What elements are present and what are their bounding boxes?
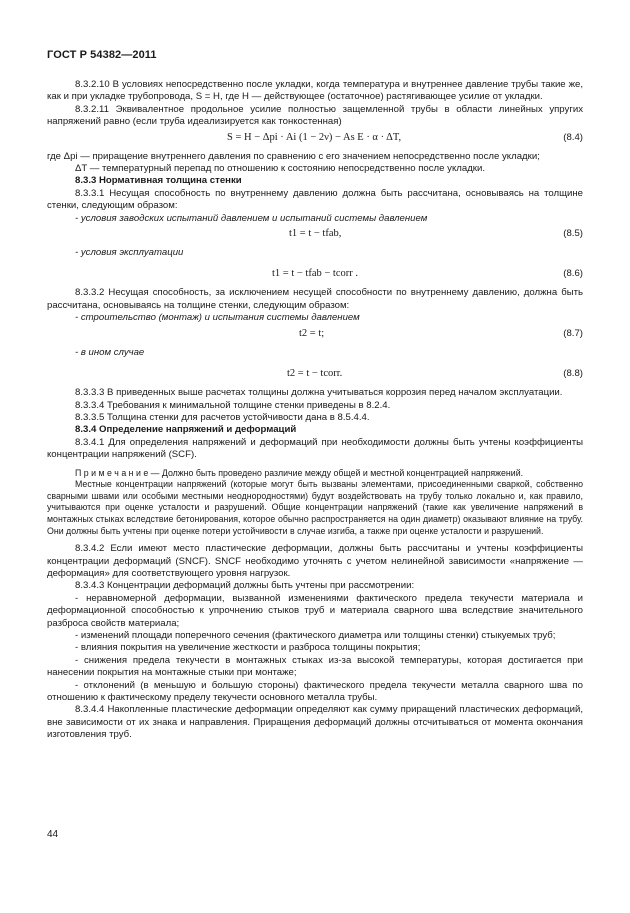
formula-expression: S = H − Δpi · Ai (1 − 2ν) − As E · α · ΔT, xyxy=(227,131,402,143)
note-heading: П р и м е ч а н и е — Должно быть проведено различие между общей и местной концентрацией напряжений. xyxy=(75,467,524,478)
case-operation: - условия эксплуатации xyxy=(75,247,184,259)
formula-number: (8.8) xyxy=(563,368,583,380)
paragraph-8-3-2-11: 8.3.2.11 Эквивалентное продольное усилие полностью защемленной трубы в области линейных упругих напряжений равно (если труба идеализируется как тонкостенная) xyxy=(47,103,583,128)
case-construction: - строительство (монтаж) и испытания системы давлением xyxy=(75,312,360,324)
paragraph-where-dt: ΔT — температурный перепад по отношению к состоянию непосредственно после укладки. xyxy=(75,163,486,175)
formula-expression: t2 = t − tcorr. xyxy=(287,368,343,380)
formula-expression: t1 = t − tfab − tcorr . xyxy=(272,268,358,280)
list-item: - снижения предела текучести в монтажных стыках из-за высокой температуры, которая достигается при нанесении покрытия на монтажные стыки при монтаже; xyxy=(47,654,583,679)
document-body xyxy=(47,79,583,742)
formula-number: (8.6) xyxy=(563,268,583,280)
case-factory-tests: - условия заводских испытаний давлением и испытаний системы давлением xyxy=(75,212,428,224)
page-number: 44 xyxy=(47,829,59,840)
paragraph-8-3-4-1: 8.3.4.1 Для определения напряжений и деформаций при необходимости должны быть учтены коэффициенты концентрации напряжений (SCF). xyxy=(47,436,583,461)
formula-expression: t2 = t; xyxy=(299,327,325,339)
formula-8-6 xyxy=(47,267,583,283)
paragraph-8-3-3-1: 8.3.3.1 Несущая способность по внутреннему давлению должна быть рассчитана, основываясь на толщине стенки, следующим образом: xyxy=(47,187,583,212)
list-item: - изменений площади поперечного сечения (фактического диаметра или толщины стенки) стыкуемых труб; xyxy=(75,629,556,641)
document-header: ГОСТ Р 54382—2011 xyxy=(47,49,157,61)
formula-8-4 xyxy=(47,131,583,147)
formula-expression: t1 = t − tfab, xyxy=(289,228,342,240)
list-item: - отклонений (в меньшую и большую стороны) фактического предела текучести металла сварного шва по отношению к фактическому пределу текучести основного металла трубы. xyxy=(47,679,583,703)
formula-number: (8.4) xyxy=(563,131,583,143)
paragraph-8-3-3-2: 8.3.3.2 Несущая способность, за исключением несущей способности по внутреннему давлению, должна быть рассчитана, основываясь на толщине стенки, следующим образом: xyxy=(47,287,583,311)
case-other: - в ином случае xyxy=(75,346,145,358)
note-body: Местные концентрации напряжений (которые могут быть вызваны элементами, присоединенными сваркой, собственно сварными швами или особыми местными неоднородностями) будут воздействовать на трубу только локально и, как правило, учитываются при оценке усталости и разрушений. Общие концентрации напряжений (такие как увеличение напряжений в монтажных стыках вследствие бетонирования, которое обычно распространяется на один диаметр) оказывают влияние на трубу. Они должны быть учтены при оценке потери устойчивости в случае изгиба, а также при оценке усталости и разрушений. xyxy=(47,479,583,536)
formula-8-8 xyxy=(47,367,583,383)
paragraph-8-3-3-3: 8.3.3.3 В приведенных выше расчетах толщины должна учитываться коррозия перед началом эксплуатации. xyxy=(75,387,563,399)
paragraph-8-3-2-10: 8.3.2.10 В условиях непосредственно после укладки, когда температура и внутреннее давление трубы такие же, как и при укладке трубопровода, S = H, где H — действующее (остаточное) растягивающее усилие от укладки. xyxy=(47,79,583,103)
formula-number: (8.5) xyxy=(563,228,583,240)
formula-8-5 xyxy=(47,227,583,243)
paragraph-8-3-3-4: 8.3.3.4 Требования к минимальной толщине стенки приведены в 8.2.4. xyxy=(75,399,391,411)
list-item: - влияния покрытия на увеличение жесткости и разброса толщины покрытия; xyxy=(75,642,421,654)
paragraph-8-3-4-2: 8.3.4.2 Если имеют место пластические деформации, должны быть рассчитаны и учтены коэффициенты концентрации деформаций (SNCF). SNCF необходимо уточнять с учетом нелинейной зависимости «напряжение — деформация» для соответствующего уровня нагрузок. xyxy=(47,543,583,579)
paragraph-8-3-4-3: 8.3.4.3 Концентрации деформаций должны быть учтены при рассмотрении: xyxy=(75,580,415,592)
paragraph-8-3-3-5: 8.3.3.5 Толщина стенки для расчетов устойчивости дана в 8.5.4.4. xyxy=(75,411,370,423)
heading-8-3-3: 8.3.3 Нормативная толщина стенки xyxy=(75,175,242,187)
heading-8-3-4: 8.3.4 Определение напряжений и деформаций xyxy=(75,424,297,436)
list-item: - неравномерной деформации, вызванной изменениями фактического предела текучести материала и деформационной способностью к упрочнению стыков труб и материала сварного шва вследствие значительного разброса свойств материала; xyxy=(47,592,583,629)
paragraph-where-dp: где Δpi — приращение внутреннего давления по сравнению с его значением непосредственно после укладки; xyxy=(47,150,540,162)
formula-number: (8.7) xyxy=(563,327,583,339)
formula-8-7 xyxy=(47,327,583,343)
paragraph-8-3-4-4: 8.3.4.4 Накопленные пластические деформации определяют как сумму приращений пластических деформаций, вне зависимости от их знака и направления. Приращения деформаций должны отсчитываться от момента окончания изготовления труб. xyxy=(47,704,583,741)
